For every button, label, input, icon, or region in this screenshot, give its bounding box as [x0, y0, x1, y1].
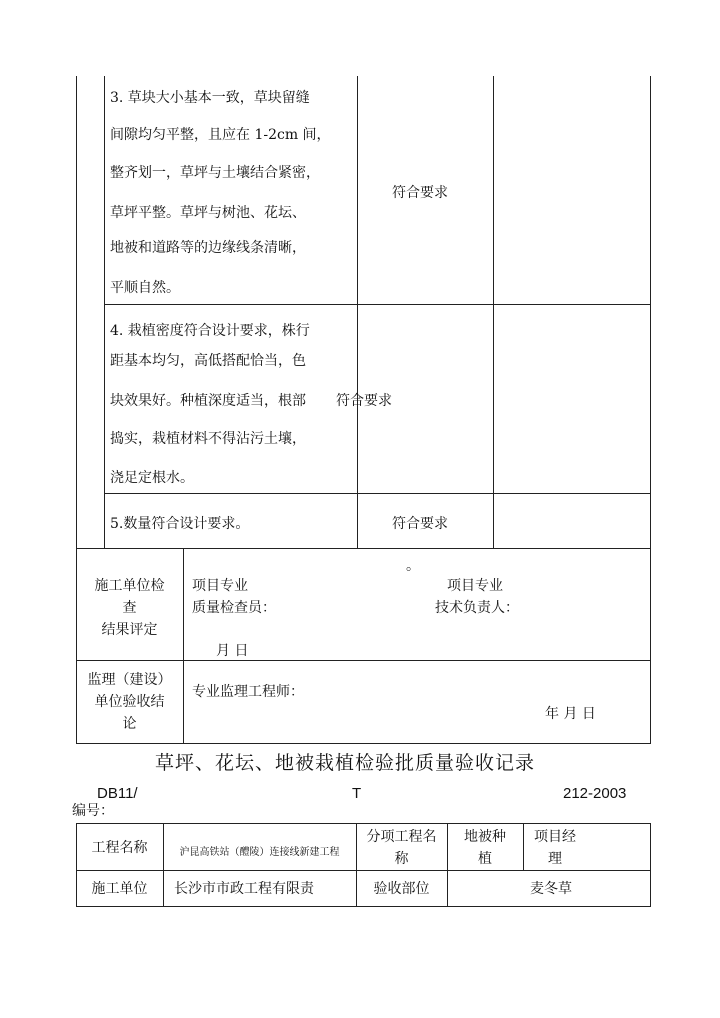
- acceptance-part-label: 验收部位: [373, 881, 430, 897]
- contractor-value: 长沙市市政工程有限责: [174, 881, 314, 897]
- tech-lead-label-line2: 技术负责人：: [435, 600, 519, 616]
- item-5-result: 符合要求: [392, 516, 448, 532]
- sub-project-label: 称: [394, 851, 409, 867]
- table-row-divider: [76, 660, 650, 661]
- sub-project-label: 分项工程名: [366, 829, 437, 845]
- item-3-result: 符合要求: [392, 185, 448, 201]
- construction-eval-label: 施工单位检: [94, 578, 165, 594]
- item-4-line: 距基本均匀，高低搭配恰当，色: [110, 353, 306, 369]
- construction-eval-date: 月 日: [216, 643, 249, 659]
- tech-lead-label-line1: 项目专业: [447, 578, 503, 594]
- table-row-divider: [76, 548, 650, 549]
- item-3-line: 平顺自然。: [110, 280, 180, 296]
- item-3-line: 间隙均匀平整，且应在 1-2cm 间，: [110, 127, 331, 143]
- table-divider-result: [357, 76, 358, 548]
- table-divider-remark: [493, 76, 494, 548]
- table-divider-eval-label: [183, 548, 184, 744]
- supervision-label: 单位验收结: [94, 694, 165, 710]
- code-prefix: DB11/: [97, 785, 138, 802]
- table-border-bottom: [76, 743, 650, 744]
- item-3-line: 地被和道路等的边缘线条清晰，: [110, 240, 306, 256]
- inspector-label-line2: 质量检查员：: [192, 600, 276, 616]
- supervision-engineer-label: 专业监理工程师：: [192, 684, 304, 700]
- table-row-divider: [104, 493, 650, 494]
- project-name-label: 工程名称: [91, 840, 148, 856]
- supervision-date: 年 月 日: [545, 706, 596, 722]
- project-name-value: 沪昆高铁站（醴陵）连接线新建工程: [179, 847, 340, 858]
- item-4-line: 4. 栽植密度符合设计要求，株行: [110, 323, 310, 339]
- item-4-line: 捣实，栽植材料不得沾污土壤，: [110, 431, 306, 447]
- item-5-line: 5.数量符合设计要求。: [110, 516, 250, 532]
- acceptance-part-value: 麦冬草: [530, 881, 572, 897]
- item-3-line: 3. 草块大小基本一致，草块留缝: [110, 90, 310, 106]
- table-row-divider: [104, 304, 650, 305]
- table-border-left-inner: [104, 76, 105, 548]
- info-table-col-divider: [523, 823, 524, 871]
- item-3-line: 草坪平整。草坪与树池、花坛、: [110, 205, 306, 221]
- table-border-right: [650, 76, 651, 744]
- item-4-line: 浇足定根水。: [110, 470, 194, 486]
- page-title: 草坪、花坛、地被栽植检验批质量验收记录: [154, 752, 535, 774]
- item-4-result: 符合要求: [336, 393, 392, 409]
- item-4-line: 块效果好。种植深度适当，根部: [110, 393, 306, 409]
- code-mid: T: [352, 785, 362, 802]
- sub-project-value: 植: [478, 851, 492, 867]
- number-label: 编号：: [72, 803, 114, 819]
- sub-project-value: 地被种: [464, 829, 506, 845]
- construction-eval-label: 结果评定: [101, 622, 158, 638]
- inspector-label-line1: 项目专业: [192, 578, 248, 594]
- item-3-line: 整齐划一，草坪与土壤结合紧密，: [110, 165, 320, 181]
- contractor-label: 施工单位: [91, 881, 148, 897]
- project-manager-label: 理: [548, 851, 562, 867]
- supervision-label: 监理（建设）: [87, 672, 172, 688]
- supervision-label: 论: [122, 716, 137, 732]
- construction-eval-dot: 。: [406, 558, 420, 574]
- code-suffix: 212-2003: [563, 785, 627, 802]
- construction-eval-label: 查: [122, 600, 137, 616]
- info-table-col-divider: [163, 823, 164, 907]
- info-table-right: [650, 823, 651, 907]
- project-manager-label: 项目经: [534, 829, 576, 845]
- table-border-left-outer: [76, 76, 77, 744]
